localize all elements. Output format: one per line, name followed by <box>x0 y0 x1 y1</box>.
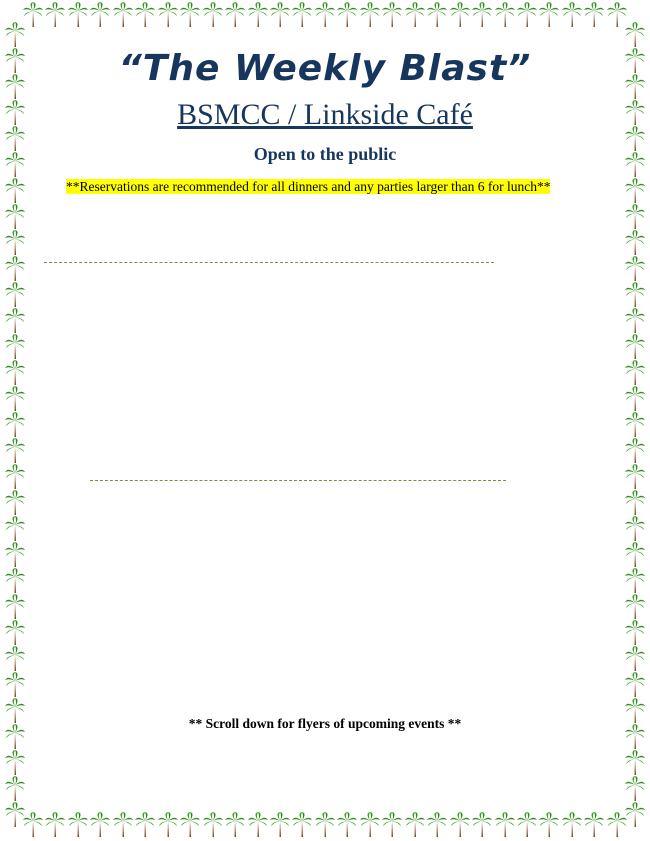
palm-tree-icon <box>336 812 358 838</box>
palm-tree-icon <box>381 812 403 838</box>
palm-tree-icon <box>314 812 336 838</box>
palm-tree-icon <box>516 812 538 838</box>
palm-tree-icon <box>269 812 291 838</box>
palm-tree-icon <box>4 750 26 776</box>
palm-tree-icon <box>67 2 89 28</box>
palm-tree-icon <box>624 490 646 516</box>
palm-tree-icon <box>426 2 448 28</box>
palm-tree-icon <box>359 812 381 838</box>
palm-tree-icon <box>624 256 646 282</box>
palm-tree-icon <box>4 542 26 568</box>
page-title: “The Weekly Blast” <box>118 48 532 89</box>
palm-tree-icon <box>449 812 471 838</box>
palm-tree-icon <box>4 594 26 620</box>
divider <box>44 262 494 263</box>
palm-tree-icon <box>202 2 224 28</box>
palm-tree-icon <box>4 178 26 204</box>
palm-tree-icon <box>624 178 646 204</box>
palm-tree-icon <box>202 812 224 838</box>
palm-tree-icon <box>4 204 26 230</box>
palm-tree-icon <box>359 2 381 28</box>
palm-tree-icon <box>624 464 646 490</box>
palm-tree-icon <box>624 802 646 828</box>
palm-tree-icon <box>4 490 26 516</box>
palm-tree-icon <box>624 594 646 620</box>
palm-tree-icon <box>471 2 493 28</box>
palm-tree-icon <box>4 334 26 360</box>
palm-tree-icon <box>291 812 313 838</box>
palm-tree-icon <box>89 2 111 28</box>
palm-tree-icon <box>494 2 516 28</box>
palm-tree-icon <box>624 750 646 776</box>
palm-tree-icon <box>224 812 246 838</box>
palm-tree-icon <box>624 360 646 386</box>
palm-tree-icon <box>269 2 291 28</box>
palm-tree-icon <box>336 2 358 28</box>
divider <box>90 480 506 481</box>
palm-tree-icon <box>179 812 201 838</box>
palm-tree-icon <box>624 542 646 568</box>
palm-tree-icon <box>624 204 646 230</box>
palm-tree-icon <box>624 412 646 438</box>
palm-tree-icon <box>112 2 134 28</box>
palm-tree-icon <box>89 812 111 838</box>
palm-tree-icon <box>624 776 646 802</box>
palm-tree-icon <box>624 308 646 334</box>
cafe-name: BSMCC / Linkside Café <box>177 98 473 131</box>
palm-tree-icon <box>404 2 426 28</box>
palm-tree-icon <box>624 334 646 360</box>
palm-tree-icon <box>381 2 403 28</box>
palm-tree-icon <box>4 360 26 386</box>
palm-tree-icon <box>44 2 66 28</box>
palm-tree-icon <box>4 776 26 802</box>
palm-tree-icon <box>4 568 26 594</box>
palm-tree-icon <box>4 672 26 698</box>
palm-tree-icon <box>561 812 583 838</box>
palm-tree-icon <box>624 516 646 542</box>
palm-tree-icon <box>516 2 538 28</box>
palm-tree-icon <box>583 2 605 28</box>
tagline: Open to the public <box>253 144 397 164</box>
reservation-note-text: **Reservations are recommended for all dinners and any parties larger than 6 for lunch** <box>66 179 551 194</box>
footer-note: ** Scroll down for flyers of upcoming events ** <box>188 716 462 731</box>
palm-tree-icon <box>4 464 26 490</box>
palm-tree-icon <box>624 568 646 594</box>
palm-tree-icon <box>624 438 646 464</box>
palm-tree-icon <box>134 2 156 28</box>
palm-tree-icon <box>624 672 646 698</box>
palm-tree-icon <box>449 2 471 28</box>
palm-tree-icon <box>624 22 646 48</box>
palm-tree-icon <box>112 812 134 838</box>
palm-tree-icon <box>179 2 201 28</box>
palm-tree-icon <box>67 812 89 838</box>
palm-tree-icon <box>247 2 269 28</box>
palm-tree-icon <box>4 646 26 672</box>
palm-tree-icon <box>624 646 646 672</box>
palm-tree-icon <box>494 812 516 838</box>
palm-tree-icon <box>157 2 179 28</box>
palm-tree-icon <box>538 2 560 28</box>
palm-tree-icon <box>4 516 26 542</box>
palm-tree-icon <box>4 282 26 308</box>
palm-tree-icon <box>538 812 560 838</box>
palm-tree-icon <box>4 308 26 334</box>
palm-tree-icon <box>471 812 493 838</box>
palm-tree-icon <box>4 438 26 464</box>
palm-tree-icon <box>291 2 313 28</box>
palm-tree-icon <box>624 620 646 646</box>
palm-tree-icon <box>624 386 646 412</box>
palm-tree-icon <box>4 620 26 646</box>
palm-tree-icon <box>404 812 426 838</box>
palm-tree-icon <box>561 2 583 28</box>
palm-tree-icon <box>426 812 448 838</box>
palm-tree-icon <box>624 282 646 308</box>
palm-tree-icon <box>4 22 26 48</box>
palm-tree-icon <box>4 256 26 282</box>
palm-tree-icon <box>624 230 646 256</box>
palm-tree-icon <box>583 812 605 838</box>
reservation-note <box>66 179 550 195</box>
palm-tree-icon <box>134 812 156 838</box>
palm-tree-icon <box>4 412 26 438</box>
palm-tree-icon <box>4 230 26 256</box>
palm-tree-icon <box>314 2 336 28</box>
palm-tree-icon <box>247 812 269 838</box>
palm-tree-icon <box>157 812 179 838</box>
palm-tree-icon <box>224 2 246 28</box>
palm-tree-icon <box>4 386 26 412</box>
palm-tree-icon <box>44 812 66 838</box>
palm-tree-icon <box>4 802 26 828</box>
